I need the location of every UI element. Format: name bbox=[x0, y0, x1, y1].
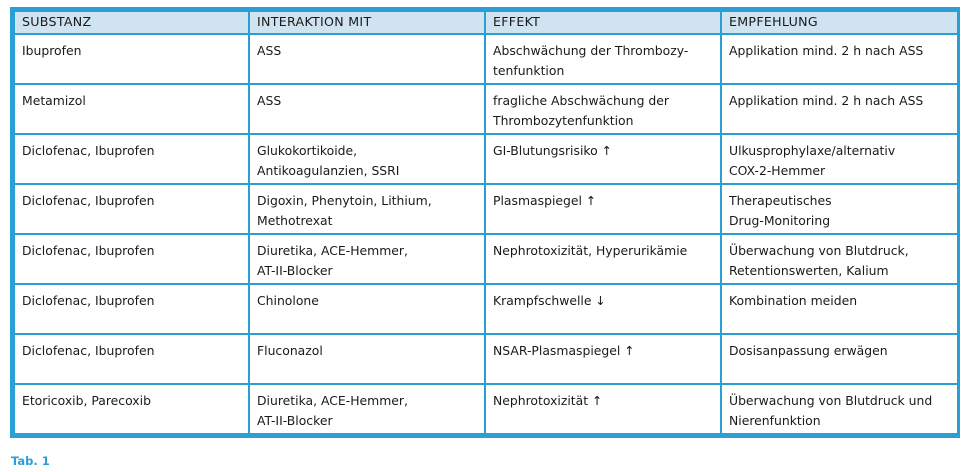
header-substanz: SUBSTANZ bbox=[14, 11, 249, 34]
table-caption: Tab. 1 bbox=[11, 454, 50, 468]
cell-empfehlung: Kombination meiden bbox=[721, 284, 958, 334]
table-row bbox=[14, 234, 958, 284]
cell-empfehlung: Überwachung von Blutdruck und Nierenfunktion bbox=[721, 384, 958, 434]
cell-effekt: Abschwächung der Thrombozy- tenfunktion bbox=[485, 34, 721, 84]
cell-substanz: Diclofenac, Ibuprofen bbox=[14, 334, 249, 384]
interaction-table bbox=[13, 10, 959, 435]
cell-empfehlung: Applikation mind. 2 h nach ASS bbox=[721, 84, 958, 134]
cell-effekt: Plasmaspiegel ↑ bbox=[485, 184, 721, 234]
cell-substanz: Diclofenac, Ibuprofen bbox=[14, 234, 249, 284]
cell-effekt: Nephrotoxizität ↑ bbox=[485, 384, 721, 434]
cell-interaktion: ASS bbox=[249, 34, 485, 84]
cell-substanz: Diclofenac, Ibuprofen bbox=[14, 284, 249, 334]
cell-effekt: GI-Blutungsrisiko ↑ bbox=[485, 134, 721, 184]
cell-effekt: Nephrotoxizität, Hyperurikämie bbox=[485, 234, 721, 284]
cell-interaktion: Glukokortikoide, Antikoagulanzien, SSRI bbox=[249, 134, 485, 184]
cell-interaktion: Digoxin, Phenytoin, Lithium, Methotrexat bbox=[249, 184, 485, 234]
cell-effekt: fragliche Abschwächung der Thrombozytenfunktion bbox=[485, 84, 721, 134]
table-body bbox=[14, 34, 958, 434]
header-effekt: EFFEKT bbox=[485, 11, 721, 34]
cell-empfehlung: Applikation mind. 2 h nach ASS bbox=[721, 34, 958, 84]
header-empfehlung: EMPFEHLUNG bbox=[721, 11, 958, 34]
cell-substanz: Ibuprofen bbox=[14, 34, 249, 84]
cell-empfehlung: Überwachung von Blutdruck, Retentionswerten, Kalium bbox=[721, 234, 958, 284]
table-row bbox=[14, 284, 958, 334]
table-row bbox=[14, 134, 958, 184]
table-row bbox=[14, 84, 958, 134]
table-row bbox=[14, 34, 958, 84]
cell-empfehlung: Ulkusprophylaxe/alternativ COX-2-Hemmer bbox=[721, 134, 958, 184]
cell-interaktion: Fluconazol bbox=[249, 334, 485, 384]
cell-substanz: Diclofenac, Ibuprofen bbox=[14, 134, 249, 184]
cell-interaktion: Chinolone bbox=[249, 284, 485, 334]
table-row bbox=[14, 334, 958, 384]
cell-substanz: Etoricoxib, Parecoxib bbox=[14, 384, 249, 434]
cell-empfehlung: Dosisanpassung erwägen bbox=[721, 334, 958, 384]
table-row bbox=[14, 384, 958, 434]
cell-substanz: Metamizol bbox=[14, 84, 249, 134]
header-interaktion-mit: INTERAKTION MIT bbox=[249, 11, 485, 34]
cell-effekt: NSAR-Plasmaspiegel ↑ bbox=[485, 334, 721, 384]
interaction-table-wrapper bbox=[10, 7, 960, 438]
header-row bbox=[14, 11, 958, 34]
cell-empfehlung: Therapeutisches Drug-Monitoring bbox=[721, 184, 958, 234]
cell-interaktion: Diuretika, ACE-Hemmer, AT-II-Blocker bbox=[249, 234, 485, 284]
table-header bbox=[14, 11, 958, 34]
cell-interaktion: Diuretika, ACE-Hemmer, AT-II-Blocker bbox=[249, 384, 485, 434]
cell-interaktion: ASS bbox=[249, 84, 485, 134]
cell-effekt: Krampfschwelle ↓ bbox=[485, 284, 721, 334]
table-row bbox=[14, 184, 958, 234]
cell-substanz: Diclofenac, Ibuprofen bbox=[14, 184, 249, 234]
